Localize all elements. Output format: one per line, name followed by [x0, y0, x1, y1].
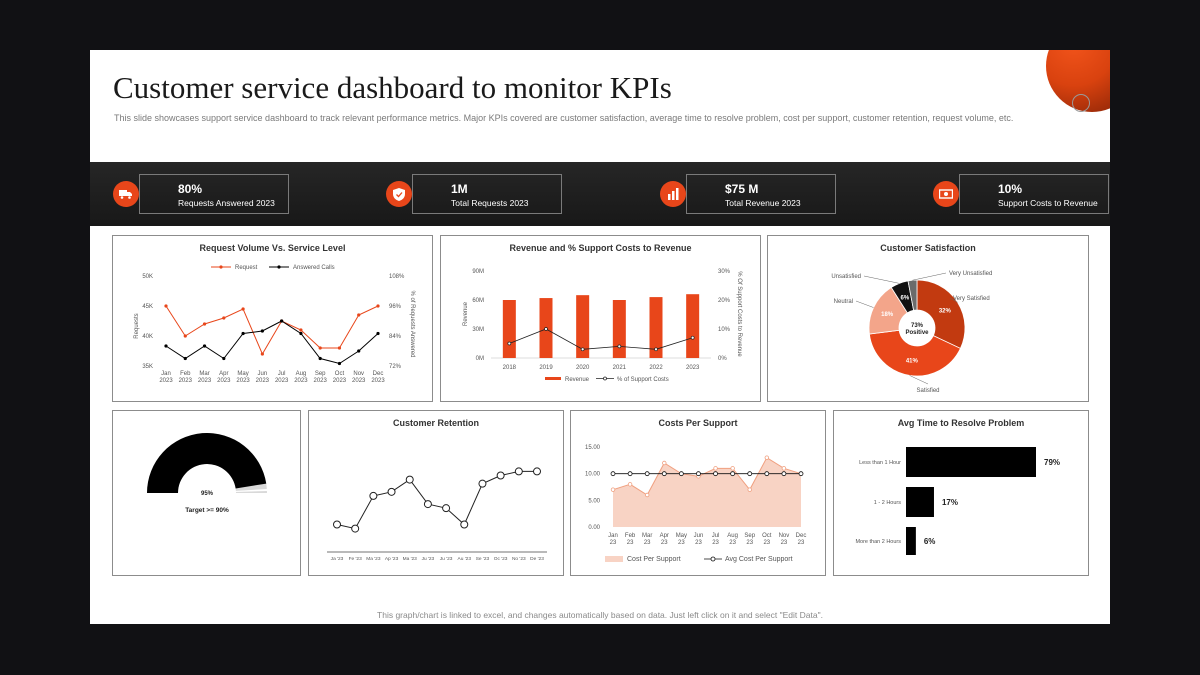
panel-costs-per-support: [570, 410, 826, 576]
x-tick-label: Ma '23: [402, 557, 417, 562]
x-tick-label: Ju '23: [439, 557, 453, 562]
money-icon: [933, 181, 959, 207]
avg-time-resolve-chart: [834, 411, 1090, 577]
data-point: [731, 467, 735, 471]
data-point: [184, 357, 187, 360]
x-tick-label: Jul: [711, 533, 720, 539]
legend-label: Avg Cost Per Support: [725, 556, 793, 563]
data-point: [679, 472, 683, 476]
data-point: [261, 329, 264, 332]
panel-avg-time-resolve: [833, 410, 1089, 576]
leader-line: [912, 273, 946, 280]
page-subtitle: This slide showcases support service dashboard to track relevant performance metrics. Major KPIs covered are customer satisfaction, average time to resolve problem, cost per support, customer retention, request volume, etc.: [114, 113, 1014, 123]
data-point: [691, 336, 694, 339]
x-tick-label: Aug: [295, 371, 307, 377]
data-point: [164, 344, 167, 347]
legend-label: Cost Per Support: [627, 556, 681, 563]
data-point: [203, 344, 206, 347]
leader-line: [856, 301, 874, 308]
x-tick-label: 23: [746, 540, 754, 546]
data-point: [443, 505, 450, 512]
kpi-card-support-costs: [959, 174, 1109, 214]
y-axis-label: Requests: [134, 313, 140, 339]
slice-value-label: 18%: [881, 311, 894, 318]
y2-tick-label: 72%: [389, 364, 402, 370]
data-point: [370, 492, 377, 499]
x-tick-label: 2021: [612, 365, 627, 371]
x-tick-label: 2023: [236, 378, 250, 384]
slice-value-label: 41%: [905, 358, 918, 365]
data-point: [508, 342, 511, 345]
cost-area: [613, 458, 801, 527]
x-tick-label: Dec: [795, 533, 807, 539]
x-tick-label: 2023: [313, 378, 327, 384]
costs-per-support-chart: [571, 411, 827, 577]
x-tick-label: Sep: [314, 371, 326, 377]
data-point: [280, 319, 283, 322]
data-point: [203, 322, 206, 325]
chart-title: Customer Satisfaction: [880, 243, 976, 253]
shield-icon: [386, 181, 412, 207]
leader-line: [909, 375, 928, 384]
y2-tick-label: 10%: [718, 327, 731, 333]
x-tick-label: 23: [643, 540, 651, 546]
x-tick-label: 2023: [197, 378, 212, 384]
kpi-label: Total Revenue 2023: [725, 198, 801, 208]
x-tick-label: Jun: [693, 533, 704, 539]
data-point: [782, 467, 786, 471]
x-tick-label: 2023: [332, 378, 347, 384]
y-tick-label: 90M: [472, 269, 484, 275]
x-tick-label: 2023: [255, 378, 270, 384]
x-tick-label: 23: [763, 540, 771, 546]
x-tick-label: 2019: [539, 365, 553, 371]
x-tick-label: 23: [660, 540, 668, 546]
data-point: [545, 328, 548, 331]
data-point: [782, 472, 786, 476]
x-tick-label: Oct: [334, 371, 345, 377]
category-label: More than 2 Hours: [855, 539, 901, 545]
gauge-fill: [147, 433, 266, 493]
series-line-0: [166, 306, 378, 354]
data-point: [461, 521, 468, 528]
legend-marker: [277, 265, 280, 268]
legend-label: Request: [235, 265, 258, 271]
footnote: This graph/chart is linked to excel, and changes automatically based on data. Just left click on it and select "Edit Data".: [377, 610, 823, 620]
resolve-bar: [906, 527, 916, 555]
y-tick-label: 45K: [142, 304, 153, 310]
data-point: [618, 345, 621, 348]
bar-chart-icon: [660, 181, 686, 207]
x-tick-label: 2023: [294, 378, 308, 384]
data-point: [334, 521, 341, 528]
value-label: 79%: [1044, 458, 1061, 467]
revenue-chart: [441, 236, 762, 403]
data-point: [662, 472, 666, 476]
page-title: Customer service dashboard to monitor KPIs: [113, 70, 672, 105]
y-tick-label: 35K: [142, 364, 153, 370]
y-tick-label: 60M: [472, 298, 484, 304]
x-tick-label: Au '23: [457, 557, 471, 562]
x-tick-label: Oc '23: [493, 557, 508, 562]
data-point: [645, 493, 649, 497]
data-point: [299, 328, 302, 331]
x-tick-label: Sep: [744, 533, 756, 539]
data-point: [319, 357, 322, 360]
x-tick-label: May: [237, 371, 249, 377]
data-point: [222, 357, 225, 360]
x-tick-label: Jun: [257, 371, 268, 377]
x-tick-label: De '23: [530, 557, 544, 562]
y2-tick-label: 108%: [389, 274, 405, 280]
truck-icon: [113, 181, 139, 207]
data-point: [714, 472, 718, 476]
x-tick-label: 23: [712, 540, 719, 546]
x-tick-label: Nov: [778, 533, 790, 539]
y-tick-label: 40K: [142, 334, 153, 340]
data-point: [261, 352, 264, 355]
customer-satisfaction-chart: [768, 236, 1090, 403]
x-tick-label: Jan: [161, 371, 171, 377]
center-value: 73%: [910, 323, 924, 329]
panel-request-volume: [112, 235, 433, 402]
leader-line: [864, 276, 899, 283]
chart-title: Avg Time to Resolve Problem: [897, 418, 1025, 428]
revenue-bar: [503, 300, 516, 358]
data-point: [799, 472, 803, 476]
retention-line: [337, 471, 537, 528]
x-tick-label: Ju '23: [421, 557, 435, 562]
customer-retention-chart: [309, 411, 565, 577]
y2-tick-label: 96%: [389, 304, 402, 310]
revenue-bar: [686, 294, 699, 358]
data-point: [515, 468, 522, 475]
legend-swatch: [545, 377, 561, 380]
value-label: 17%: [941, 498, 958, 507]
x-tick-label: 2018: [502, 365, 517, 371]
x-tick-label: 23: [678, 540, 685, 546]
x-tick-label: Feb: [624, 533, 636, 539]
x-tick-label: Ja '23: [330, 557, 344, 562]
data-point: [748, 488, 752, 492]
x-tick-label: Ma '23: [366, 557, 381, 562]
x-tick-label: 2023: [159, 378, 173, 384]
category-label: Less than 1 Hour: [859, 460, 901, 466]
data-point: [241, 332, 244, 335]
chart-title: Revenue and % Support Costs to Revenue: [509, 243, 692, 253]
x-tick-label: Apr: [659, 533, 669, 539]
x-tick-label: Se '23: [475, 557, 490, 562]
request-volume-chart: [113, 236, 434, 403]
legend-label: Answered Calls: [293, 265, 335, 271]
data-point: [497, 472, 504, 479]
x-tick-label: Mar: [642, 533, 653, 539]
support-cost-line: [509, 329, 692, 349]
gauge-target-label: Target >= 90%: [185, 507, 229, 514]
x-tick-label: Nov: [353, 371, 365, 377]
data-point: [338, 346, 341, 349]
y2-tick-label: 30%: [718, 269, 731, 275]
data-point: [731, 472, 735, 476]
x-tick-label: May: [675, 533, 688, 539]
resolve-bar: [906, 487, 934, 517]
data-point: [338, 362, 341, 365]
kpi-value: 10%: [998, 182, 1023, 196]
y-tick-label: 10.00: [584, 471, 600, 478]
slice-name-label: Unsatisfied: [831, 274, 861, 280]
x-tick-label: 2023: [274, 378, 289, 384]
gauge-chart: [113, 411, 302, 577]
data-point: [424, 501, 431, 508]
data-point: [376, 304, 379, 307]
y-axis-label: Revenue: [463, 301, 469, 327]
x-tick-label: No '23: [511, 557, 526, 562]
x-tick-label: Aug: [727, 533, 738, 539]
y-tick-label: 15.00: [584, 445, 600, 451]
kpi-label: Support Costs to Revenue: [998, 198, 1098, 208]
series-line-1: [166, 321, 378, 364]
category-label: 1 - 2 Hours: [873, 500, 901, 506]
data-point: [319, 346, 322, 349]
data-point: [299, 332, 302, 335]
slice-value-label: 6%: [900, 295, 910, 302]
value-label: 6%: [923, 537, 936, 546]
x-tick-label: 2022: [649, 365, 663, 371]
data-point: [406, 476, 413, 483]
center-label: Positive: [905, 330, 929, 336]
chart-title: Request Volume Vs. Service Level: [199, 243, 346, 253]
legend-swatch: [605, 556, 623, 562]
x-tick-label: 2023: [371, 378, 385, 384]
slice-name-label: Neutral: [833, 299, 853, 305]
data-point: [714, 467, 718, 471]
y2-axis-label: % of Requests Answered: [409, 290, 415, 358]
x-tick-label: Oct: [762, 533, 772, 539]
legend-label: Revenue: [565, 377, 590, 383]
y-tick-label: 5.00: [588, 498, 600, 505]
data-point: [611, 488, 615, 492]
kpi-card-requests-answered: [139, 174, 289, 214]
data-point: [388, 488, 395, 495]
x-tick-label: Feb: [180, 371, 191, 377]
slice-name-label: Very Unsatisfied: [949, 271, 993, 277]
x-tick-label: Jan: [608, 533, 618, 539]
kpi-band: [90, 162, 1110, 226]
data-point: [611, 472, 615, 476]
chart-title: Customer Retention: [392, 418, 479, 428]
x-tick-label: 2023: [352, 378, 366, 384]
slide: [90, 50, 1110, 624]
data-point: [479, 480, 486, 487]
x-tick-label: 2023: [178, 378, 192, 384]
data-point: [164, 304, 167, 307]
resolve-bar: [906, 447, 1036, 477]
gauge-value: 95%: [200, 491, 214, 497]
x-tick-label: 23: [797, 540, 805, 546]
x-tick-label: 23: [626, 540, 634, 546]
x-tick-label: Dec: [372, 371, 384, 377]
panel-customer-satisfaction: [767, 235, 1089, 402]
y2-axis-label: % Of Support Costs to Revenue: [736, 271, 742, 357]
data-point: [581, 348, 584, 351]
legend-marker: [604, 377, 607, 380]
data-point: [628, 472, 632, 476]
x-tick-label: 2020: [575, 365, 590, 371]
chart-title: Costs Per Support: [658, 418, 738, 428]
data-point: [376, 332, 379, 335]
data-point: [765, 472, 769, 476]
x-tick-label: 2023: [685, 365, 700, 371]
kpi-value: $75 M: [725, 182, 759, 196]
x-tick-label: 23: [609, 540, 617, 546]
data-point: [765, 456, 769, 460]
y-tick-label: 30M: [472, 327, 484, 333]
x-tick-label: Mar: [199, 371, 210, 377]
y2-tick-label: 20%: [718, 298, 731, 304]
y2-tick-label: 0%: [718, 356, 727, 362]
panel-revenue: [440, 235, 761, 402]
data-point: [628, 483, 632, 487]
legend-label: % of Support Costs: [617, 377, 669, 383]
kpi-card-total-revenue: [686, 174, 836, 214]
kpi-value: 1M: [451, 182, 468, 196]
x-tick-label: Fe '23: [348, 557, 362, 562]
slice-name-label: Satisfied: [916, 388, 940, 394]
legend-marker: [219, 265, 222, 268]
corner-ring: [1072, 94, 1090, 112]
data-point: [655, 348, 658, 351]
data-point: [748, 472, 752, 476]
x-tick-label: Jul: [277, 371, 286, 377]
x-tick-label: Apr: [219, 371, 229, 377]
kpi-label: Total Requests 2023: [451, 198, 529, 208]
x-tick-label: 23: [780, 540, 788, 546]
legend-marker: [711, 557, 715, 561]
data-point: [241, 307, 244, 310]
x-tick-label: 2023: [217, 378, 231, 384]
x-tick-label: 23: [695, 540, 702, 546]
data-point: [184, 334, 187, 337]
data-point: [357, 349, 360, 352]
data-point: [222, 316, 225, 319]
data-point: [352, 525, 359, 532]
y-tick-label: 0M: [475, 356, 484, 362]
revenue-bar: [613, 300, 626, 358]
panel-gauge: [112, 410, 301, 576]
data-point: [662, 461, 666, 465]
x-tick-label: Ap '23: [384, 557, 399, 562]
kpi-card-total-requests: [412, 174, 562, 214]
panel-customer-retention: [308, 410, 564, 576]
kpi-label: Requests Answered 2023: [178, 198, 275, 208]
kpi-value: 80%: [178, 182, 203, 196]
y-tick-label: 0.00: [588, 525, 600, 531]
slice-value-label: 32%: [938, 308, 951, 315]
data-point: [645, 472, 649, 476]
data-point: [534, 468, 541, 475]
slice-name-label: Very Satisfied: [953, 296, 990, 302]
y-tick-label: 50K: [142, 274, 153, 280]
data-point: [357, 313, 360, 316]
data-point: [696, 472, 700, 476]
x-tick-label: 23: [729, 540, 736, 546]
y2-tick-label: 84%: [389, 334, 402, 340]
